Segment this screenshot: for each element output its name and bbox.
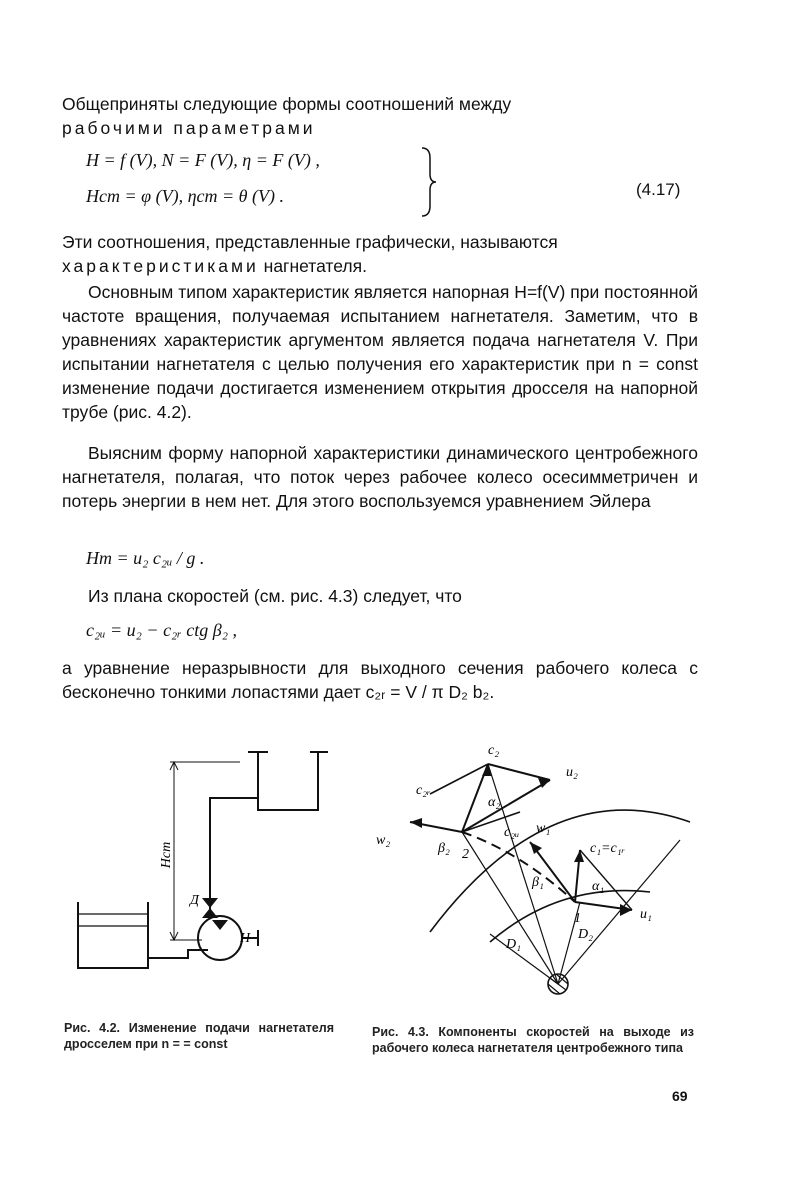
svg-text:D₂: D₂ — [578, 927, 593, 942]
paragraph-euler: Выясним форму напорной характеристики динамического центробежного нагнетателя, полагая, что поток через рабочее колесо осесимметричен и потерь энергии в нем нет. Для этого воспользуемся уравнением Эйлера — [62, 443, 698, 511]
equation-number: (4.17) — [636, 180, 681, 199]
svg-text:D₁: D₁ — [506, 937, 521, 952]
svg-text:α₂: α₂ — [488, 795, 501, 810]
paragraph-head-characteristic: Основным типом характеристик является напорная H=f(V) при постоянной частоте вращения, получаемая испытанием нагнетателя. Заметим, что в уравнениях характеристик аргументом является подача нагнетателя V. При испытании нагнетателя с целью получения его характеристик при n = const изменение подачи достигается изменением открытия дросселя на напорной трубе (рис. 4.2). — [62, 282, 698, 422]
svg-text:w₁: w₁ — [536, 821, 551, 836]
svg-text:β₁: β₁ — [532, 875, 544, 890]
inner-impeller-arc — [490, 891, 650, 942]
figure-4-2-diagram — [70, 740, 340, 1000]
svg-text:c₂ᵣ: c₂ᵣ — [416, 783, 431, 798]
svg-text:2: 2 — [462, 847, 469, 862]
curly-brace — [418, 146, 438, 218]
equation-c2u: c₂ᵤ = u₂ − c₂ᵣ ctg β₂ , — [86, 620, 237, 640]
svg-text:1: 1 — [574, 911, 581, 926]
throttle-valve-icon — [202, 898, 218, 918]
svg-text:w₂: w₂ — [376, 833, 391, 848]
svg-text:c₁=c₁ᵣ: c₁=c₁ᵣ — [590, 841, 626, 856]
paragraph-velocity-plan: Из плана скоростей (см. рис. 4.3) следует, что — [88, 586, 462, 606]
figure-4-2-caption: Рис. 4.2. Изменение подачи нагнетателя дросселем при n = = const — [64, 1021, 334, 1051]
svg-text:β₂: β₂ — [438, 841, 450, 856]
figure-4-3-diagram — [370, 732, 700, 1012]
paragraph-characteristics: Эти соотношения, представленные графически, называются характеристиками нагнетателя. — [62, 232, 558, 276]
svg-text:u₂: u₂ — [566, 765, 578, 780]
label-pump: Н — [240, 931, 251, 946]
page-number: 69 — [672, 1088, 688, 1104]
equation-417-line2: Hст = φ (V), ηст = θ (V) . — [86, 186, 284, 206]
svg-text:α₁: α₁ — [592, 879, 605, 894]
label-hst: Hст — [159, 841, 174, 869]
svg-text:c₂ᵤ: c₂ᵤ — [504, 825, 520, 840]
label-throttle: Д — [190, 893, 199, 908]
figure-4-3-caption: Рис. 4.3. Компоненты скоростей на выходе из рабочего колеса нагнетателя центробежного типа — [372, 1025, 694, 1055]
equation-417-line1: H = f (V), N = F (V), η = F (V) , — [86, 150, 320, 170]
svg-text:c₂: c₂ — [488, 743, 500, 758]
equation-euler: Hт = u₂ c₂ᵤ / g . — [86, 548, 205, 568]
paragraph-intro: Общеприняты следующие формы соотношений между рабочими параметрами — [62, 94, 512, 138]
svg-text:u₁: u₁ — [640, 907, 652, 922]
paragraph-continuity: а уравнение неразрывности для выходного сечения рабочего колеса с бесконечно тонкими лопастями дает c₂ᵣ = V / π D₂ b₂. — [62, 658, 698, 702]
